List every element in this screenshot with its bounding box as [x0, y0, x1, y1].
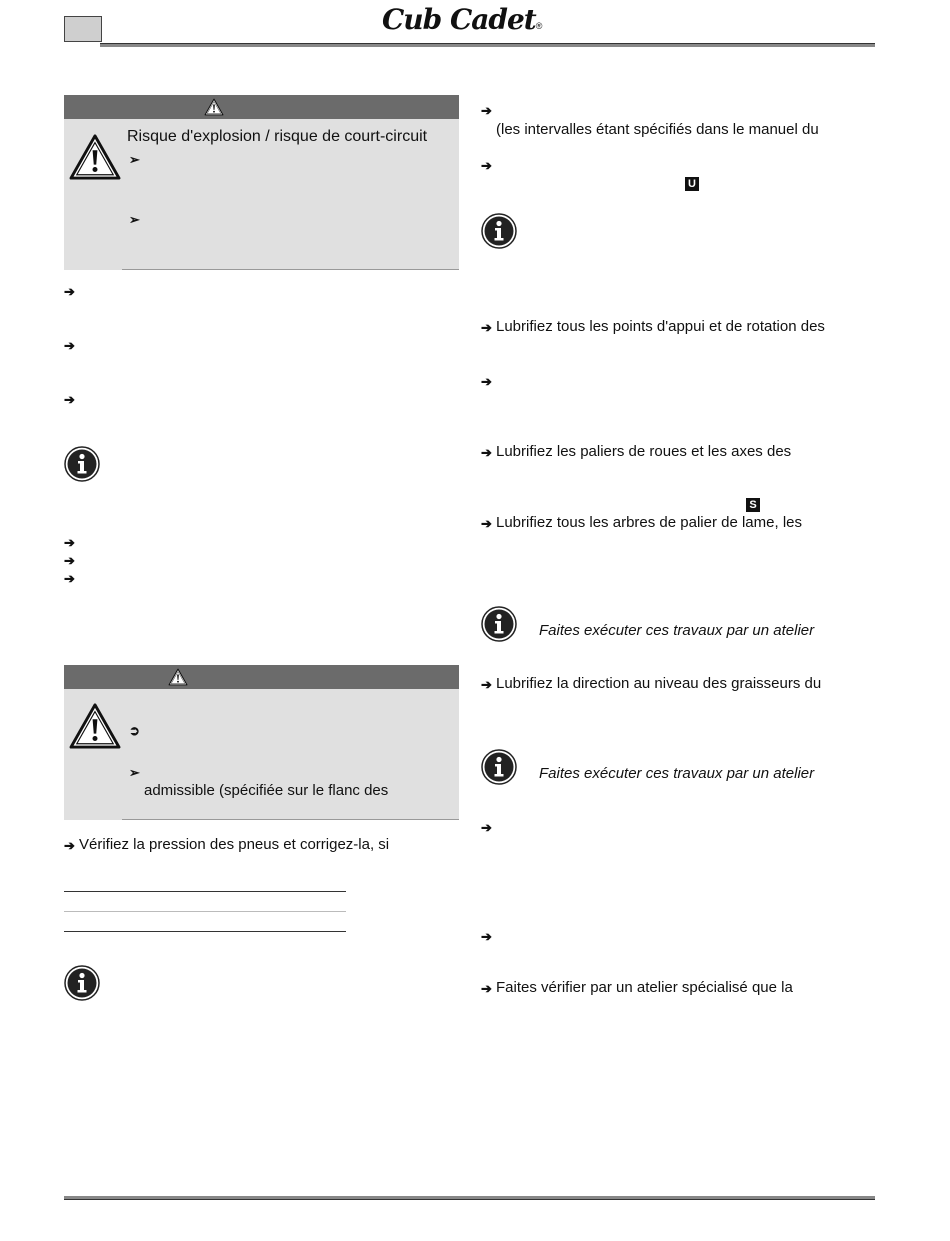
info-icon — [481, 606, 517, 642]
maintenance-interval-note: (les intervalles étant spécifiés dans le manuel du — [496, 121, 819, 138]
warning-text-line: admissible (spécifiée sur le flanc des — [144, 782, 389, 799]
info-workshop-note: Faites exécuter ces travaux par un atelier — [539, 765, 815, 782]
warning-box-explosion — [64, 95, 459, 270]
warning-bullet-2: ➢ — [129, 212, 140, 227]
badge-s: S — [746, 498, 760, 512]
warning-header-bar — [64, 665, 459, 689]
info-icon — [64, 446, 100, 482]
lubricate-wheel-bearings: Lubrifiez les paliers de roues et les axes des — [496, 443, 792, 460]
info-icon — [64, 965, 100, 1001]
step-arrow: ➔ — [481, 445, 492, 460]
lubricate-blade-shafts: Lubrifiez tous les arbres de palier de lame, les — [496, 514, 802, 531]
brand-registered-mark: ® — [535, 21, 543, 31]
warning-bullet-1: ➢ — [129, 152, 140, 167]
warning-small-icon — [168, 668, 188, 686]
warning-bullet: ➢ — [129, 765, 140, 780]
lubricate-steering: Lubrifiez la direction au niveau des graisseurs du — [496, 675, 822, 692]
step-arrow: ➔ — [64, 284, 75, 299]
step-arrow: ➔ — [64, 338, 75, 353]
tire-pressure-step: Vérifiez la pression des pneus et corrigez-la, si — [79, 836, 390, 853]
step-arrow: ➔ — [64, 571, 75, 586]
step-arrow: ➔ — [481, 820, 492, 835]
step-arrow: ➔ — [481, 677, 492, 692]
table-rule-top — [64, 891, 346, 892]
warning-small-icon — [204, 98, 224, 116]
warning-box-tire-pressure — [64, 665, 459, 820]
warning-title: Risque d'explosion / risque de court-circuit — [127, 128, 428, 145]
footer-rule — [64, 1196, 875, 1200]
brand-logo — [382, 3, 572, 37]
lubricate-pivot-points: Lubrifiez tous les points d'appui et de rotation des — [496, 318, 825, 335]
step-arrow: ➔ — [481, 516, 492, 531]
table-rule-mid — [64, 911, 346, 912]
step-arrow: ➔ — [481, 320, 492, 335]
step-arrow: ➔ — [64, 535, 75, 550]
step-arrow: ➔ — [64, 553, 75, 568]
step-arrow: ➔ — [481, 158, 492, 173]
warning-triangle-icon — [68, 702, 122, 750]
badge-u: U — [685, 177, 699, 191]
workshop-check-step: Faites vérifier par un atelier spécialisé que la — [496, 979, 793, 996]
step-arrow: ➔ — [481, 981, 492, 996]
info-workshop-note: Faites exécuter ces travaux par un atelier — [539, 622, 815, 639]
warning-box-bottom-rule — [122, 269, 459, 270]
step-arrow: ➔ — [481, 374, 492, 389]
info-icon — [481, 213, 517, 249]
step-arrow: ➔ — [481, 103, 492, 118]
step-arrow: ➔ — [481, 929, 492, 944]
warning-box-bottom-rule — [122, 819, 459, 820]
table-rule-bottom — [64, 931, 346, 932]
step-arrow: ➔ — [64, 392, 75, 407]
warning-triangle-icon — [68, 133, 122, 181]
header-rule — [100, 43, 875, 47]
step-arrow: ➔ — [64, 838, 75, 853]
warning-header-bar — [64, 95, 459, 119]
warning-round-arrow: ➲ — [129, 723, 140, 738]
brand-logo-text: Cub Cadet — [382, 3, 536, 36]
info-icon — [481, 749, 517, 785]
page-number-box — [64, 16, 102, 42]
